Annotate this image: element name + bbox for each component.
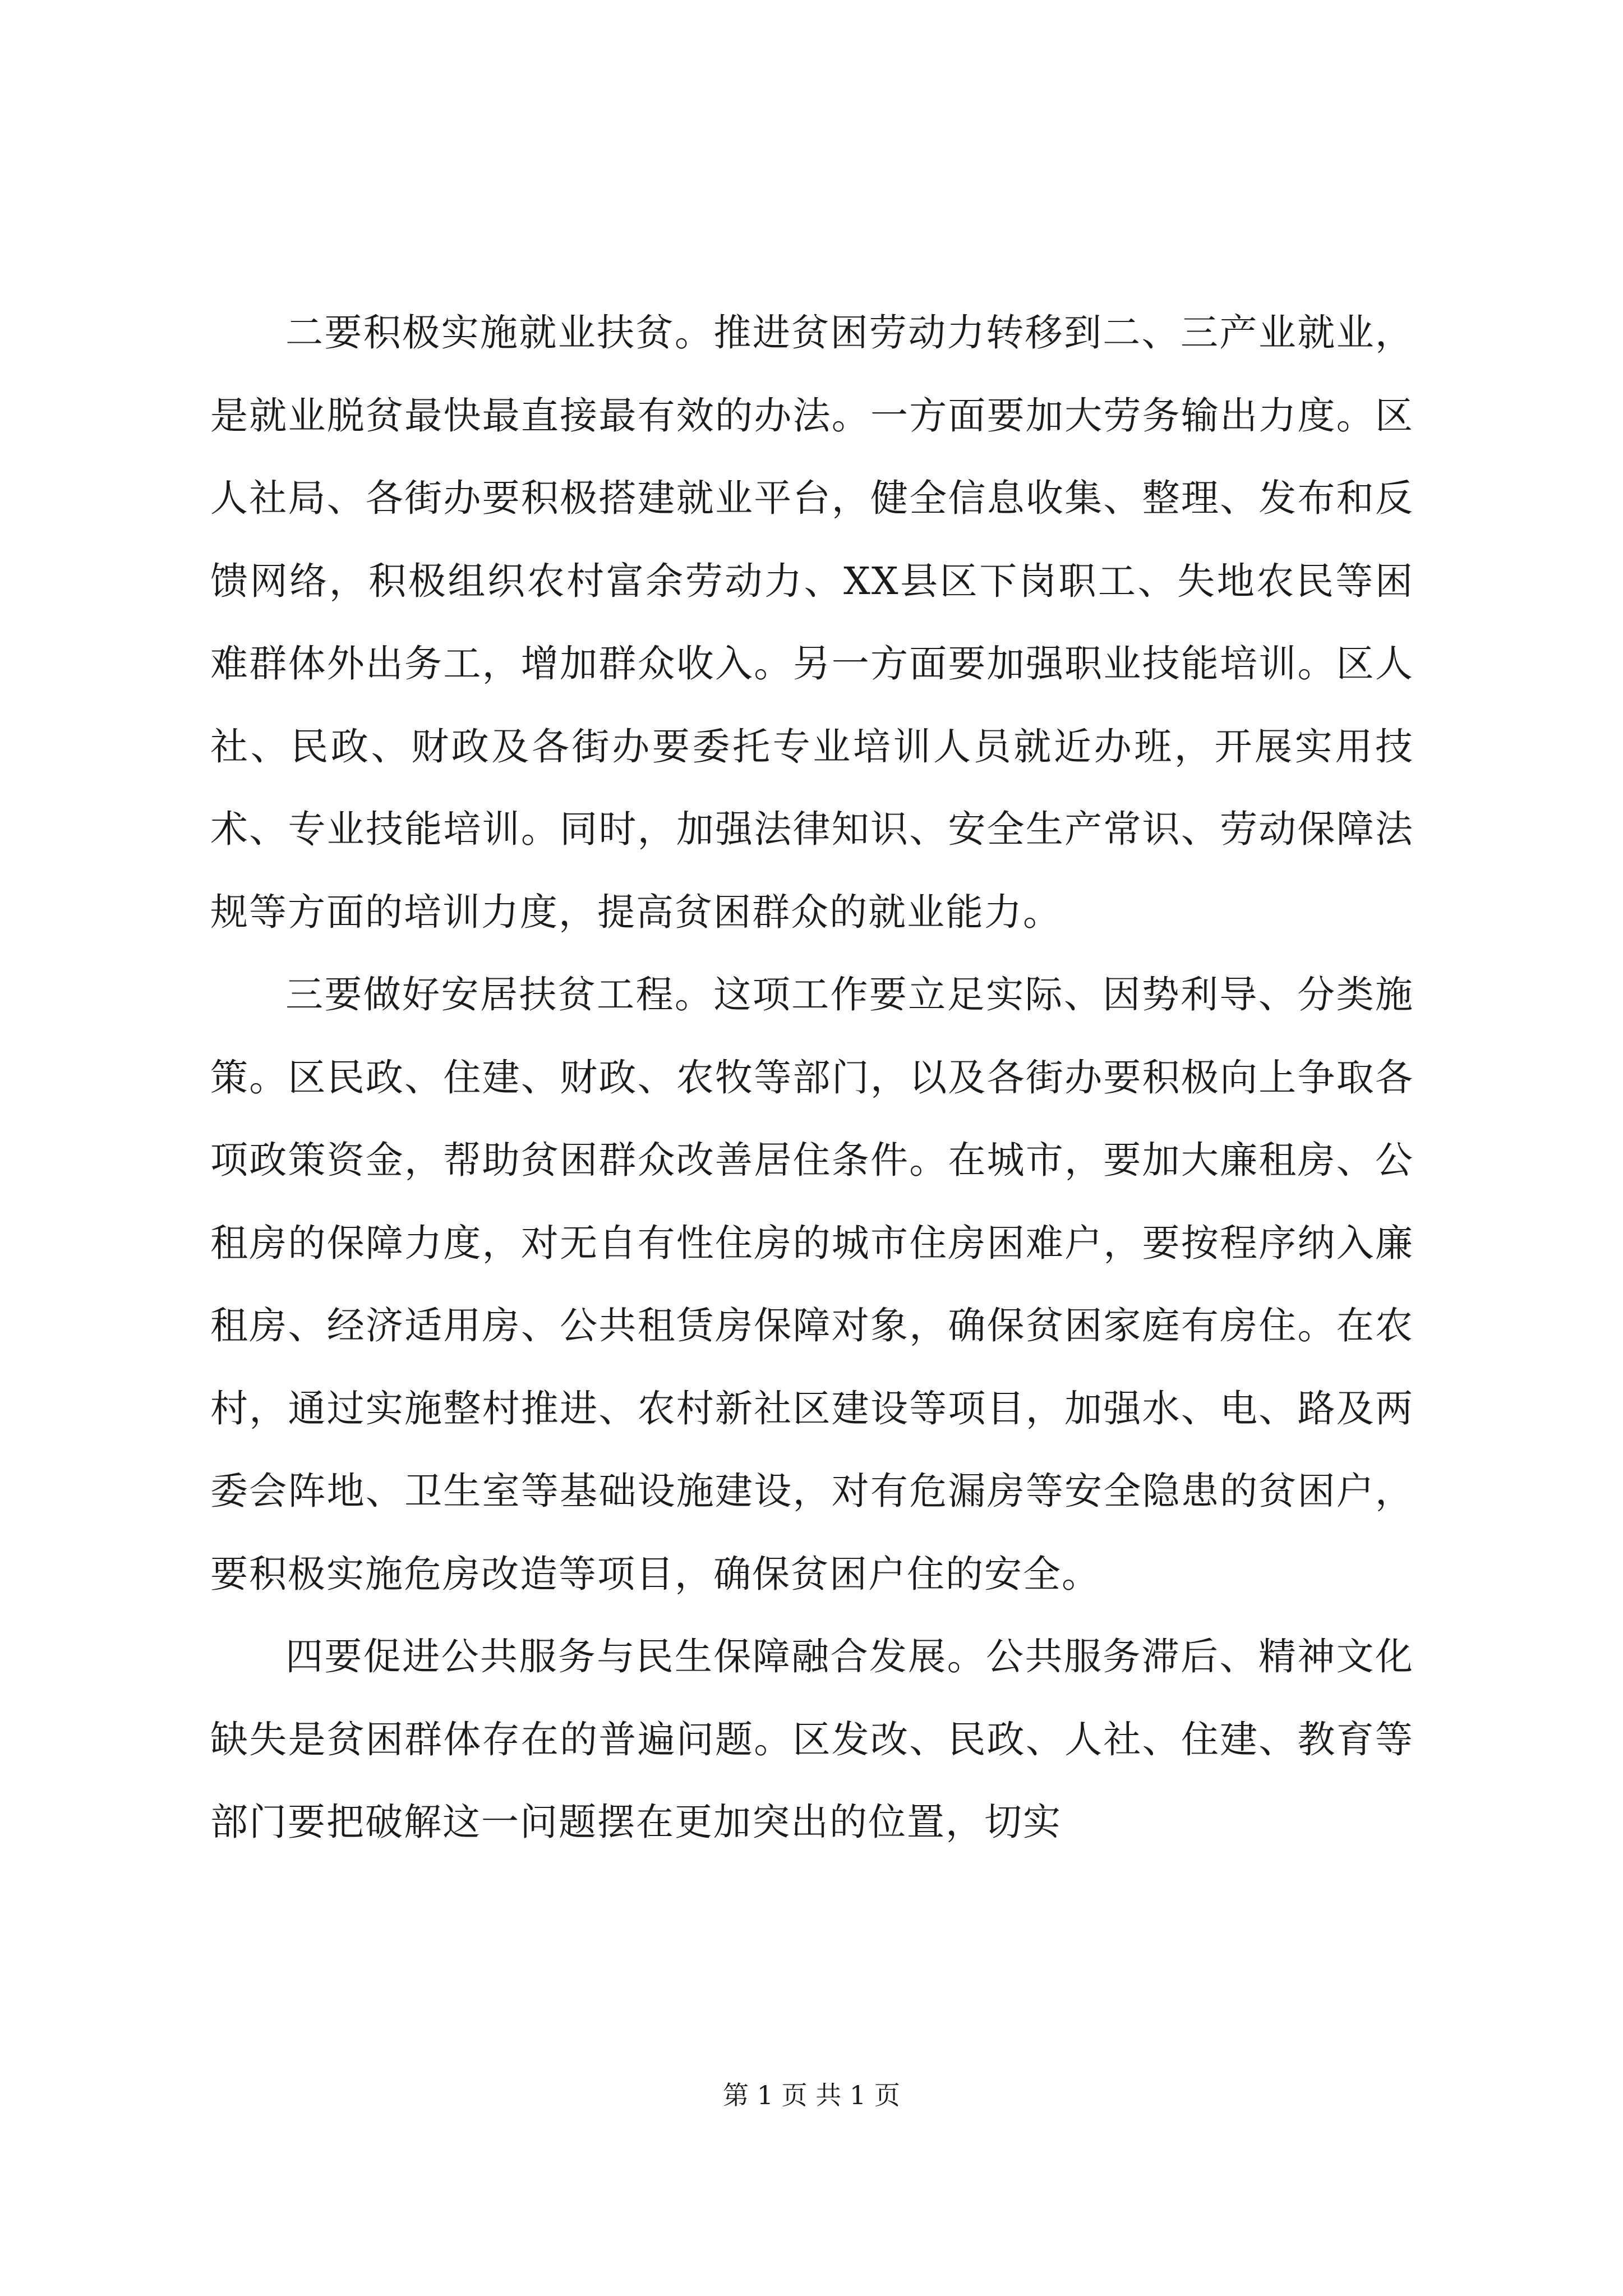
paragraph-public-services: 四要促进公共服务与民生保障融合发展。公共服务滞后、精神文化缺失是贫困群体存在的普遍问题。区发改、民政、人社、住建、教育等部门要把破解这一问题摆在更加突出的位置，切实 <box>210 1635 1414 1844</box>
paragraph-housing: 三要做好安居扶贫工程。这项工作要立足实际、因势利导、分类施策。区民政、住建、财政、农牧等部门，以及各街办要积极向上争取各项政策资金，帮助贫困群众改善居住条件。在城市，要加大廉租房、公租房的保障力度，对无自有性住房的城市住房困难户，要按程序纳入廉租房、经济适用房、公共租赁房保障对象，确保贫困家庭有房住。在农村，通过实施整村推进、农村新社区建设等项目，加强水、电、路及两委会阵地、卫生室等基础设施建设，对有危漏房等安全隐患的贫困户，要积极实施危房改造等项目，确保贫困户住的安全。 <box>210 973 1414 1596</box>
paragraph-employment: 二要积极实施就业扶贫。推进贫困劳动力转移到二、三产业就业，是就业脱贫最快最直接最有效的办法。一方面要加大劳务输出力度。区人社局、各街办要积极搭建就业平台，健全信息收集、整理、发布和反馈网络，积极组织农村富余劳动力、XX县区下岗职工、失地农民等困难群体外出务工，增加群众收入。另一方面要加强职业技能培训。区人社、民政、财政及各街办要委托专业培训人员就近办班，开展实用技术、专业技能培训。同时，加强法律知识、安全生产常识、劳动保障法规等方面的培训力度，提高贫困群众的就业能力。 <box>210 311 1414 934</box>
document-body <box>210 292 1414 1864</box>
page-footer: 第 1 页 共 1 页 <box>723 2080 900 2110</box>
